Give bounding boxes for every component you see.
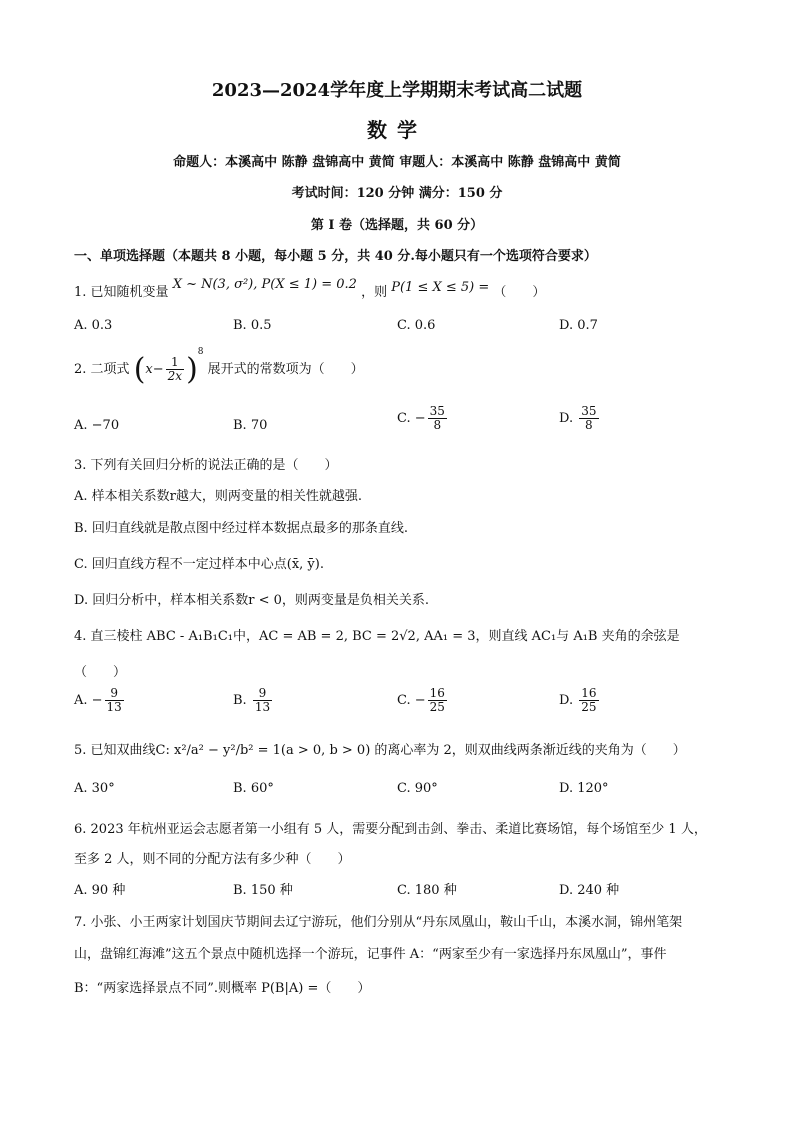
exam-time-info: 考试时间：120 分钟 满分：150 分: [291, 186, 503, 201]
q1-blank: （ ）: [493, 285, 546, 300]
q5-option-b: B. 60°: [233, 781, 274, 796]
q3-option-b: B. 回归直线就是散点图中经过样本数据点最多的那条直线.: [74, 521, 408, 536]
question-3: 3. 下列有关回归分析的说法正确的是（ ）: [74, 458, 338, 473]
question-2: 2. 二项式 (x− $\frac{1}{2x}$ )$^8$ 展开式的常数项为（ ）: [74, 346, 364, 387]
q1-option-c: C. 0.6: [397, 318, 436, 333]
question-5: 5. 已知双曲线C: x²/a² − y²/b² = 1(a > 0, b > 0) 的离心率为 2，则双曲线两条渐近线的夹角为（ ）: [74, 743, 686, 758]
question-4: 4. 直三棱柱 ABC - A₁B₁C₁中，AC = AB = 2, BC = 2√2, AA₁ = 3，则直线 AC₁与 A₁B 夹角的余弦是: [74, 629, 680, 644]
q1-option-d: D. 0.7: [559, 318, 598, 333]
subject-title: 数学: [367, 118, 427, 142]
q2-option-d: D. $\frac{35}{8}$: [559, 404, 597, 432]
q6-option-d: D. 240 种: [559, 883, 620, 898]
q3-option-c: C. 回归直线方程不一定过样本中心点(x̄, ȳ).: [74, 557, 324, 572]
question-7-line-3: B：“两家选择景点不同”.则概率 P(B|A) =（ ）: [74, 981, 371, 996]
q1-math2: P(1 ≤ X ≤ 5) =: [391, 280, 490, 295]
q4-option-d: D. $\frac{16}{25}$: [559, 686, 597, 714]
q5-option-d: D. 120°: [559, 781, 609, 796]
q4-blank: （ ）: [74, 665, 127, 680]
q2-stem-b: 展开式的常数项为（ ）: [207, 362, 364, 377]
q5-option-c: C. 90°: [397, 781, 438, 796]
q5-option-a: A. 30°: [74, 781, 115, 796]
q1-option-b: B. 0.5: [233, 318, 272, 333]
question-7-line-1: 7. 小张、小王两家计划国庆节期间去辽宁游玩，他们分别从“丹东凤凰山，鞍山千山，本溪水洞，锦州笔架: [74, 915, 683, 930]
q6-option-c: C. 180 种: [397, 883, 457, 898]
q6-option-b: B. 150 种: [233, 883, 293, 898]
exam-title: 2023—2024学年度上学期期末考试高二试题: [211, 80, 583, 101]
q1-stem-b: ，则: [361, 285, 388, 300]
q4-option-b: B. $\frac{9}{13}$: [233, 686, 271, 714]
q6-option-a: A. 90 种: [74, 883, 126, 898]
volume-heading: 第 I 卷（选择题，共 60 分）: [310, 218, 484, 233]
q1-stem-a: 1. 已知随机变量: [74, 285, 169, 300]
question-7-line-2: 山，盘锦红海滩”这五个景点中随机选择一个游玩，记事件 A：“两家至少有一家选择丹东凤凰山”，事件: [74, 947, 667, 962]
section-heading: 一、单项选择题（本题共 8 小题，每小题 5 分，共 40 分.每小题只有一个选项符合要求）: [74, 249, 597, 264]
question-1: [74, 277, 546, 300]
q4-option-a: A. − $\frac{9}{13}$: [74, 686, 122, 714]
question-6-line-1: 6. 2023 年杭州亚运会志愿者第一小组有 5 人，需要分配到击剑、拳击、柔道比赛场馆，每个场馆至少 1 人，: [74, 822, 707, 837]
q2-stem-a: 2. 二项式: [74, 362, 130, 377]
q3-option-a: A. 样本相关系数r越大，则两变量的相关性就越强.: [74, 489, 362, 504]
q1-option-a: A. 0.3: [74, 318, 113, 333]
q2-option-b: B. 70: [233, 418, 268, 433]
authors-line: 命题人：本溪高中 陈静 盘锦高中 黄简 审题人：本溪高中 陈静 盘锦高中 黄简: [173, 155, 621, 170]
q2-option-a: A. −70: [74, 418, 120, 433]
q1-math: X ~ N(3, σ²), P(X ≤ 1) = 0.2: [172, 277, 357, 292]
question-6-line-2: 至多 2 人，则不同的分配方法有多少种（ ）: [74, 852, 351, 867]
q4-option-c: C. − $\frac{16}{25}$: [397, 686, 445, 714]
q3-option-d: D. 回归分析中，样本相关系数r < 0，则两变量是负相关关系.: [74, 593, 429, 608]
q2-option-c: C. − $\frac{35}{8}$: [397, 404, 445, 432]
